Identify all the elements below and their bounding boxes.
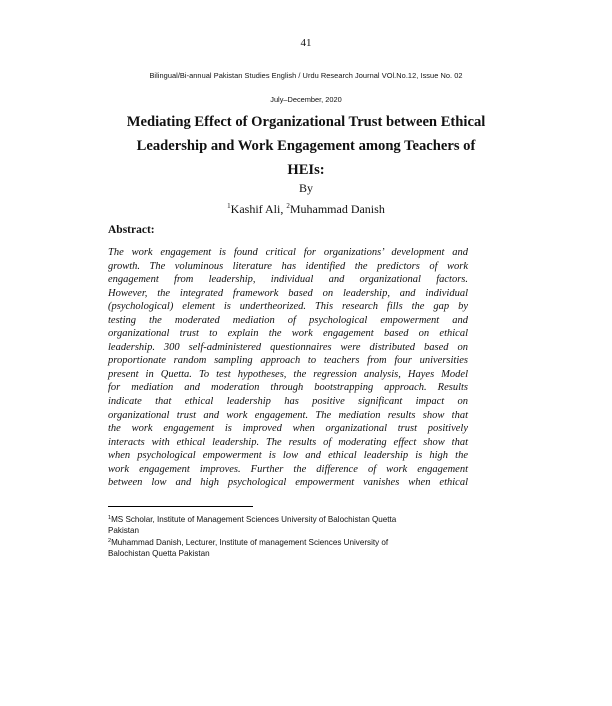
footnote-divider bbox=[108, 506, 253, 507]
abstract-line: indicate that ethical leadership has positive significant impact on bbox=[108, 396, 468, 408]
abstract-line: organizational trust and work engagement. The mediation results show that bbox=[108, 409, 468, 421]
footnote-text: MS Scholar, Institute of Management Sciences University of Balochistan Quetta bbox=[111, 515, 397, 524]
footnote-line bbox=[108, 536, 488, 548]
abstract-line: for mediation and moderation through bootstrapping approach. Results bbox=[108, 382, 468, 394]
page-number: 41 bbox=[300, 37, 312, 49]
abstract-body bbox=[108, 246, 468, 490]
footnote bbox=[108, 513, 488, 536]
abstract-line: between low and high psychological empowerment vanishes when ethical bbox=[108, 477, 468, 489]
abstract-line: work engagement improves. Further the difference of work engagement bbox=[108, 463, 468, 475]
footnote-line: Pakistan bbox=[108, 526, 140, 535]
abstract-line: the work engagement is improved when organizational trust positively bbox=[108, 423, 468, 435]
title-line: Leadership and Work Engagement among Teachers of bbox=[136, 138, 476, 154]
abstract-line: testing the moderated mediation of psychological empowerment and bbox=[108, 314, 468, 326]
abstract-line: The work engagement is found critical for organizations’ development and bbox=[108, 247, 468, 258]
footnote-mark: 2 bbox=[108, 538, 112, 544]
author-mark: 1 bbox=[227, 202, 231, 210]
footnote-mark: 1 bbox=[108, 515, 112, 521]
abstract-line: However, the integrated framework based on leadership, and individual bbox=[108, 287, 468, 299]
author-name: Kashif Ali, bbox=[230, 202, 287, 216]
abstract-line: present in Quetta. To test hypotheses, the regression analysis, Hayes Model bbox=[108, 368, 468, 380]
article-title bbox=[100, 110, 512, 182]
footnote-line: Balochistan Quetta Pakistan bbox=[108, 549, 210, 558]
footnote-text: Muhammad Danish, Lecturer, Institute of management Sciences University of bbox=[111, 538, 389, 547]
author-name: Muhammad Danish bbox=[289, 202, 385, 216]
abstract-line: interacts with ethical leadership. The results of moderating effect show that bbox=[108, 436, 468, 448]
authors bbox=[0, 202, 612, 217]
abstract-line: organizational trust to explain the work engagement based on ethical bbox=[108, 328, 468, 340]
footnote-line bbox=[108, 513, 488, 525]
issue-date: July–December, 2020 bbox=[270, 95, 342, 104]
abstract-heading: Abstract: bbox=[108, 224, 155, 236]
abstract-line: (psychological) element is undertheorized. This research fills the gap by bbox=[108, 301, 468, 313]
footnotes bbox=[108, 513, 488, 559]
journal-header: Bilingual/Bi-annual Pakistan Studies English / Urdu Research Journal VOl.No.12, Issue No. 02 bbox=[149, 71, 463, 80]
abstract-line: growth. The voluminous literature has identified the predictors of work bbox=[108, 260, 468, 272]
abstract-line: proportionate random sampling approach to teachers from four universities bbox=[108, 355, 468, 367]
footnote bbox=[108, 536, 488, 559]
abstract-line: engagement from leadership, individual and organizational factors. bbox=[108, 274, 468, 286]
abstract-line: leadership. 300 self-administered questionnaires were distributed based on bbox=[108, 341, 468, 353]
author-mark: 2 bbox=[286, 202, 290, 210]
title-line: Mediating Effect of Organizational Trust between Ethical bbox=[126, 114, 486, 130]
byline: By bbox=[298, 181, 313, 195]
abstract-line: when psychological empowerment is low and ethical leadership is high the bbox=[108, 450, 468, 462]
title-line: HEIs: bbox=[287, 162, 325, 178]
